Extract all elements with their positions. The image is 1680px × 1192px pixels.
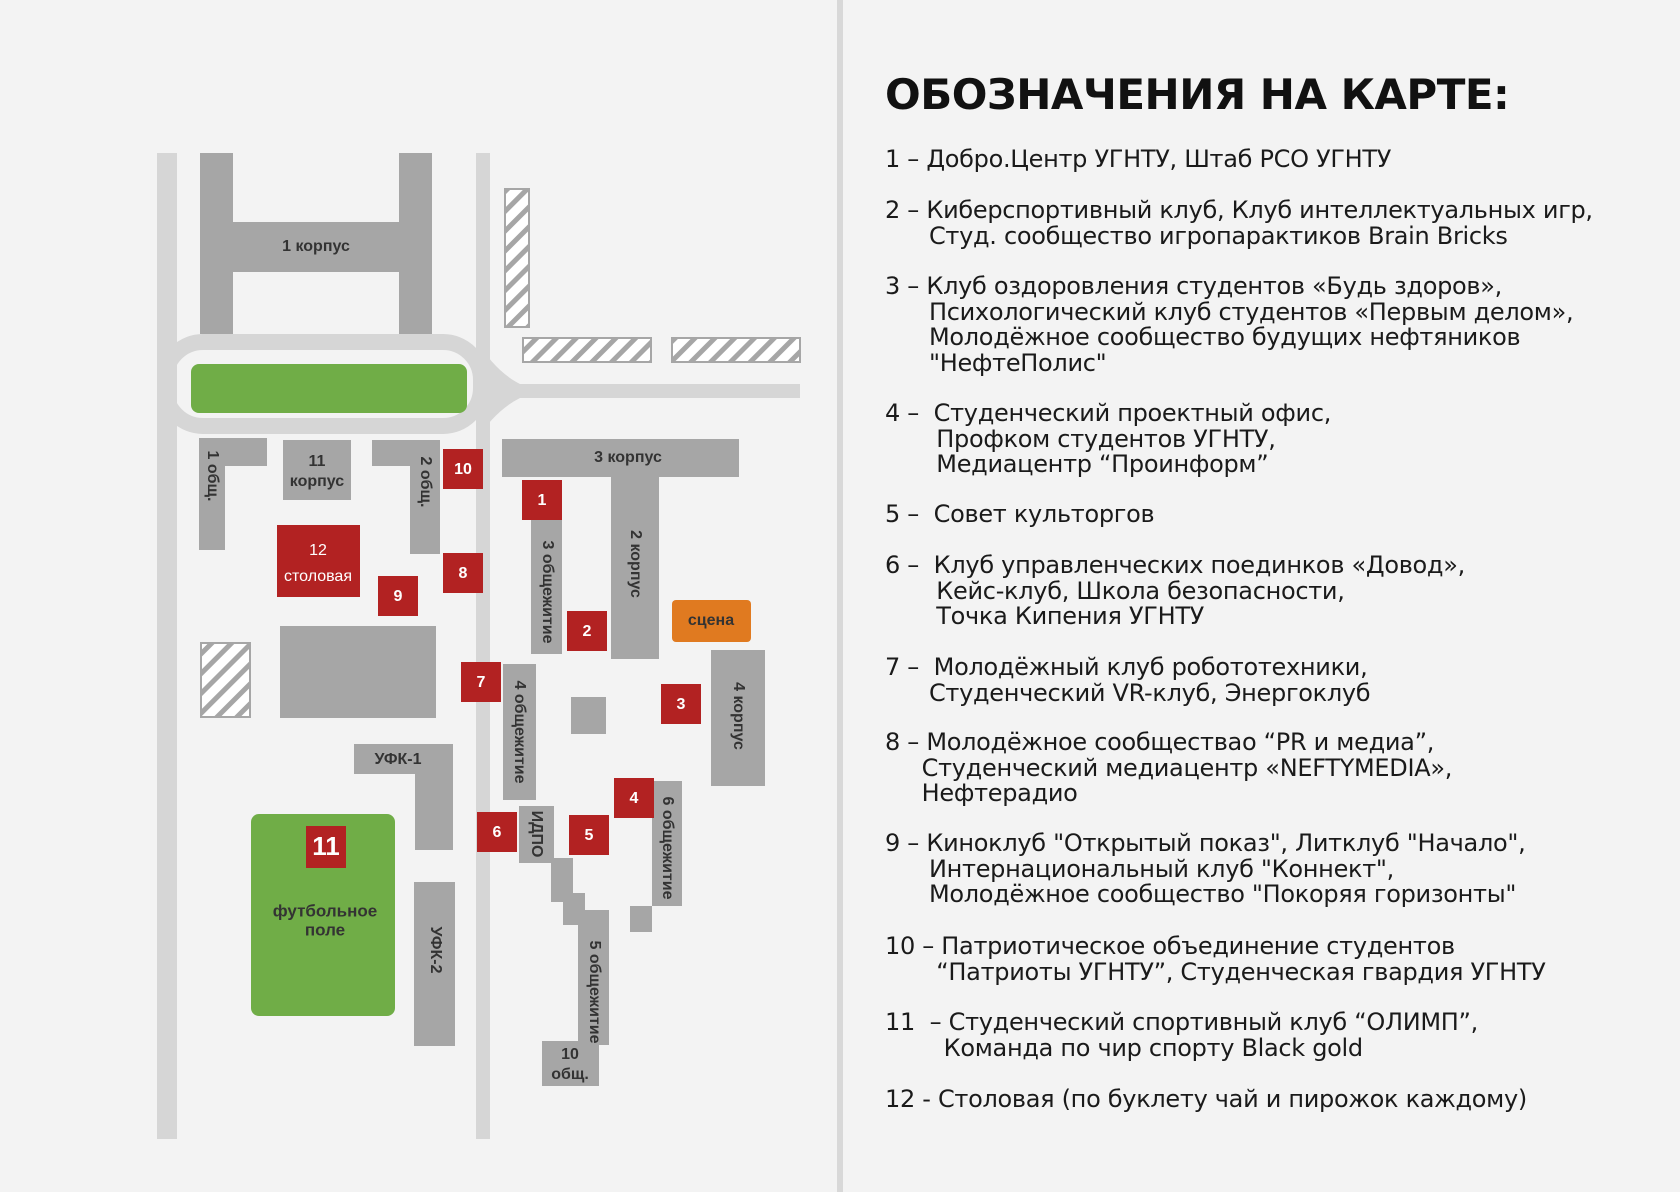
label-football-line2: поле bbox=[304, 920, 346, 940]
marker-9-label: 9 bbox=[393, 588, 403, 606]
legend-item-line: Студенческий медиацентр «NEFTYMEDIA», bbox=[885, 753, 1453, 782]
campus-map-canvas bbox=[0, 0, 836, 1192]
building-k1-stub bbox=[284, 260, 356, 272]
label-ob10-line1: 10 bbox=[561, 1046, 579, 1064]
label-ob4: 4 общежитие bbox=[510, 680, 528, 784]
building-k1-right-wing bbox=[399, 153, 432, 334]
building-small bbox=[571, 697, 606, 734]
label-ob2: 2 общ. bbox=[416, 456, 434, 508]
legend-item-line: "НефтеПолис" bbox=[885, 348, 1107, 377]
hatched-area bbox=[523, 338, 651, 362]
legend-panel bbox=[843, 0, 1680, 1192]
legend-item-line: 1 – Добро.Центр УГНТУ, Штаб РСО УГНТУ bbox=[885, 145, 1392, 173]
legend-item-line: 6 – Клуб управленческих поединков «Довод», bbox=[885, 551, 1465, 579]
legend-item-line: Интернациональный клуб "Коннект", bbox=[885, 854, 1394, 883]
label-ob1: 1 общ. bbox=[203, 450, 221, 502]
marker-6-label: 6 bbox=[492, 824, 502, 842]
label-ob6: 6 общежитие bbox=[658, 796, 676, 900]
label-ufk2: УФК-2 bbox=[426, 926, 444, 974]
legend-item-7 bbox=[885, 655, 1675, 706]
legend-item-line: Профком студентов УГНТУ, bbox=[885, 424, 1276, 453]
lawn bbox=[191, 364, 467, 413]
legend-item-line: 7 – Молодёжный клуб робототехники, bbox=[885, 653, 1368, 681]
legend-item-2 bbox=[885, 198, 1675, 249]
label-k4: 4 корпус bbox=[729, 682, 747, 750]
legend-item-line: 2 – Киберспортивный клуб, Клуб интеллектуальных игр, bbox=[885, 196, 1593, 224]
label-k11-line2: корпус bbox=[289, 473, 345, 491]
road-central bbox=[476, 153, 490, 1139]
road-junction bbox=[476, 340, 520, 440]
legend-item-line: “Патриоты УГНТУ”, Студенческая гвардия УГНТУ bbox=[885, 957, 1546, 986]
label-ob3: 3 общежитие bbox=[538, 540, 556, 644]
legend-item-9 bbox=[885, 831, 1675, 908]
legend-item-line: Команда по чир спорту Black gold bbox=[885, 1033, 1363, 1062]
legend-item-line: Студенческий VR-клуб, Энергоклуб bbox=[885, 678, 1371, 707]
road-east bbox=[515, 384, 800, 398]
marker-4-label: 4 bbox=[629, 790, 639, 808]
legend-item-line: Психологический клуб студентов «Первым делом», bbox=[885, 297, 1574, 326]
marker-7-label: 7 bbox=[476, 674, 486, 692]
legend-item-line: Молодёжное сообщество будущих нефтяников bbox=[885, 323, 1521, 351]
legend-item-line: 9 – Киноклуб "Открытый показ", Литклуб "Начало", bbox=[885, 829, 1526, 857]
canteen bbox=[277, 525, 360, 597]
label-canteen: столовая bbox=[284, 568, 352, 586]
building-sport-hall bbox=[280, 626, 436, 718]
legend-item-11 bbox=[885, 1010, 1675, 1061]
marker-2-label: 2 bbox=[582, 623, 592, 641]
legend-title: ОБОЗНАЧЕНИЯ НА КАРТЕ: bbox=[885, 70, 1510, 119]
legend-item-line: Кейс-клуб, Школа безопасности, bbox=[885, 576, 1345, 605]
label-football-line1: футбольное bbox=[272, 901, 378, 921]
legend-item-line: 8 – Молодёжное сообществао “PR и медиа”, bbox=[885, 728, 1435, 756]
legend-item-line: 3 – Клуб оздоровления студентов «Будь здоров», bbox=[885, 272, 1502, 300]
hatched-area bbox=[201, 643, 250, 717]
legend-item-line: Медиацентр “Проинформ” bbox=[885, 450, 1269, 478]
legend-item-6 bbox=[885, 553, 1675, 630]
legend-item-line: 4 – Студенческий проектный офис, bbox=[885, 399, 1332, 427]
legend-item-12 bbox=[885, 1087, 1675, 1113]
marker-1-label: 1 bbox=[537, 492, 547, 510]
label-k3: 3 корпус bbox=[594, 449, 662, 467]
building-k1-left-wing bbox=[200, 153, 233, 334]
marker-11-label: 11 bbox=[312, 830, 340, 861]
label-k11-line1: 11 bbox=[308, 453, 326, 471]
road-west bbox=[157, 153, 177, 1139]
hatched-area bbox=[672, 338, 800, 362]
legend-item-10 bbox=[885, 934, 1675, 985]
label-idpo: ИДПО bbox=[527, 810, 545, 858]
label-ob10-line2: общ. bbox=[551, 1066, 589, 1084]
legend-item-line: Нефтерадио bbox=[885, 779, 1078, 807]
marker-3-label: 3 bbox=[676, 696, 686, 714]
legend-item-4 bbox=[885, 401, 1675, 478]
legend-item-5 bbox=[885, 502, 1675, 528]
legend-item-line: Студ. сообщество игропарактиков Brain Bricks bbox=[885, 221, 1508, 250]
hatched-area bbox=[505, 189, 529, 327]
marker-5-label: 5 bbox=[584, 827, 594, 845]
legend-item-8 bbox=[885, 730, 1675, 807]
label-k1: 1 корпус bbox=[282, 238, 350, 256]
marker-8-label: 8 bbox=[458, 565, 468, 583]
label-ufk1: УФК-1 bbox=[374, 751, 422, 769]
label-canteen-number: 12 bbox=[309, 542, 327, 560]
legend-item-line: Точка Кипения УГНТУ bbox=[885, 602, 1205, 630]
label-ob5: 5 общежитие bbox=[585, 940, 603, 1044]
legend-item-line: 5 – Совет культоргов bbox=[885, 500, 1155, 528]
label-k2: 2 корпус bbox=[626, 530, 644, 598]
campus-map bbox=[0, 0, 836, 1192]
legend-item-line: 10 – Патриотическое объединение студентов bbox=[885, 932, 1455, 960]
label-stage: сцена bbox=[687, 612, 735, 630]
legend-item-3 bbox=[885, 274, 1675, 376]
legend-item-line: Молодёжное сообщество "Покоряя горизонты" bbox=[885, 880, 1517, 908]
marker-10-label: 10 bbox=[454, 461, 472, 479]
legend-item-line: 11 – Студенческий спортивный клуб “ОЛИМП”, bbox=[885, 1008, 1478, 1036]
legend-item-line: 12 - Столовая (по буклету чай и пирожок каждому) bbox=[885, 1085, 1527, 1113]
legend-item-1 bbox=[885, 147, 1675, 173]
building-ob6-foot bbox=[630, 906, 652, 932]
